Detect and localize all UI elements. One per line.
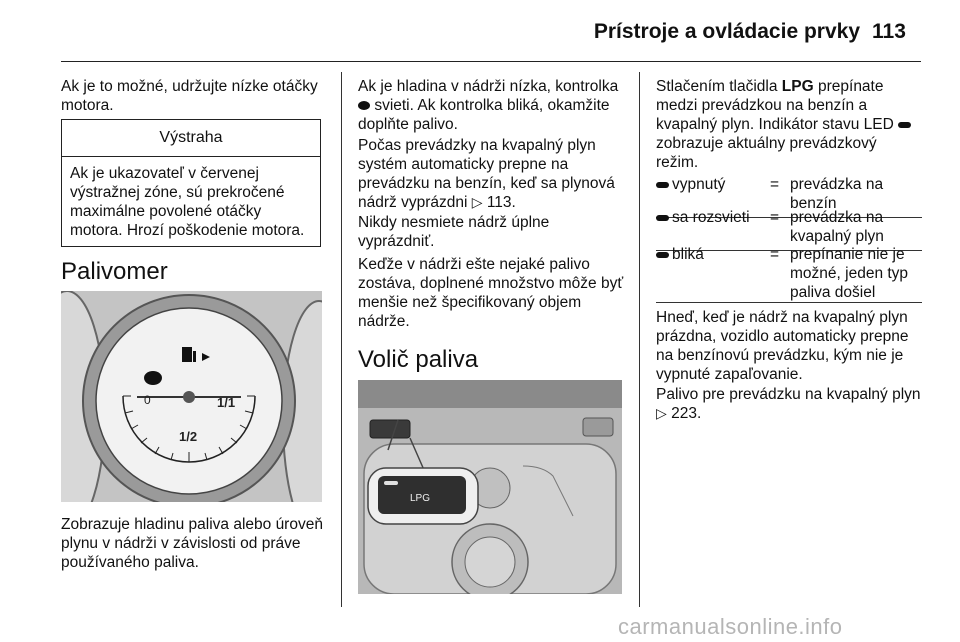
watermark: carmanualsonline.info: [618, 614, 843, 639]
header-divider: [61, 61, 921, 62]
low-fuel-text-end: svieti. Ak kontrolka bliká, okamžite doplňte palivo.: [358, 97, 610, 133]
warning-box: [61, 119, 321, 247]
led-state-label: sa rozsvieti: [672, 209, 750, 226]
led-state-row-blinking: [656, 245, 922, 303]
led-state-label: vypnutý: [672, 176, 726, 193]
lpg-fuel-text: Palivo pre prevádzku na kvapalný plyn: [656, 386, 921, 403]
intro-paragraph: Ak je to možné, udržujte nízke otáčky motora.: [61, 78, 318, 114]
page-reference-223: 223.: [671, 405, 702, 422]
gauge-label-half: 1/2: [179, 429, 198, 444]
section-heading-fuel-gauge: Palivomer: [61, 258, 168, 285]
lpg-bold-term: LPG: [781, 78, 814, 95]
gauge-label-full: 1/1: [217, 395, 236, 410]
warning-body: Ak je ukazovateľ v červenej výstražnej zóne, sú prekročené maximálne povolené otáčky motora. Hrozí poškodenie motora.: [70, 165, 305, 239]
led-icon: [656, 215, 669, 221]
led-indicator-icon: [898, 122, 911, 128]
low-fuel-text-start: Ak je hladina v nádrži nízka, kontrolka: [358, 78, 619, 95]
column-divider-2: [639, 72, 640, 607]
mode-description: prevádzka na benzín: [790, 176, 884, 212]
fuel-gauge-illustration: [61, 291, 322, 502]
fuel-gauge-figure: [61, 291, 322, 502]
equals-sign: =: [770, 209, 780, 226]
page-number: 113: [872, 20, 906, 43]
lpg-auto-switch-text: Počas prevádzky na kvapalný plyn systém automaticky prepne na prevádzku na benzín, keď sa plynová nádrž vyprázdni: [358, 137, 615, 211]
never-empty-paragraph: Nikdy nesmiete nádrž úplne vyprázdniť.: [358, 214, 550, 250]
fuel-warning-light-icon: [358, 101, 370, 110]
page-reference-arrow-icon: ▷: [656, 405, 667, 421]
gauge-caption: Zobrazuje hladinu paliva alebo úroveň plynu v nádrži v závislosti od práve používaného paliva.: [61, 516, 323, 571]
lpg-auto-switch-paragraph: [358, 136, 630, 212]
equals-sign: =: [770, 176, 780, 193]
mode-description: prepínanie nie je možné, jeden typ paliva došiel: [790, 246, 909, 301]
warning-title: Výstraha: [62, 120, 320, 157]
fuel-selector-figure: [358, 380, 622, 594]
page-reference-arrow-icon: ▷: [471, 194, 483, 210]
led-state-cell: [656, 208, 766, 227]
lpg-fuel-reference-paragraph: [656, 385, 922, 423]
led-icon: [656, 252, 669, 258]
low-fuel-paragraph: [358, 77, 628, 134]
low-fuel-indicator-icon: [144, 371, 162, 385]
lpg-status-led-icon: [384, 481, 398, 485]
lpg-button-text-mid: prepínate medzi prevádzkou na benzín a kvapalný plyn. Indikátor stavu LED: [656, 78, 894, 133]
equals-sign: =: [770, 246, 780, 263]
lpg-button-paragraph: [656, 77, 922, 172]
gauge-label-empty: 0: [144, 393, 151, 407]
page-header-title: Prístroje a ovládacie prvky: [593, 20, 860, 43]
fuel-selector-illustration: [358, 380, 622, 594]
lpg-button-text-start: Stlačením tlačidla: [656, 78, 778, 95]
led-icon: [656, 182, 669, 188]
refill-amount-paragraph: Keďže v nádrži ešte nejaké palivo zostáva, doplnené množstvo môže byť menšie než špecifikovaný objem nádrže.: [358, 256, 624, 330]
mode-description: prevádzka na kvapalný plyn: [790, 209, 884, 245]
page-reference-113: 113.: [486, 194, 516, 211]
led-state-label: bliká: [672, 246, 704, 263]
column-divider-1: [341, 72, 342, 607]
lpg-button-label: LPG: [410, 493, 431, 504]
section-heading-fuel-selector: Volič paliva: [358, 346, 479, 373]
lpg-button-text-end: zobrazuje aktuálny prevádzkový režim.: [656, 135, 877, 171]
led-state-cell: [656, 175, 766, 194]
led-state-cell: [656, 245, 766, 264]
auto-switch-empty-lpg-paragraph: Hneď, keď je nádrž na kvapalný plyn prázdna, vozidlo automaticky prepne na benzínovú prevádzku, kým nie je vypnuté zapaľovanie.: [656, 309, 909, 383]
